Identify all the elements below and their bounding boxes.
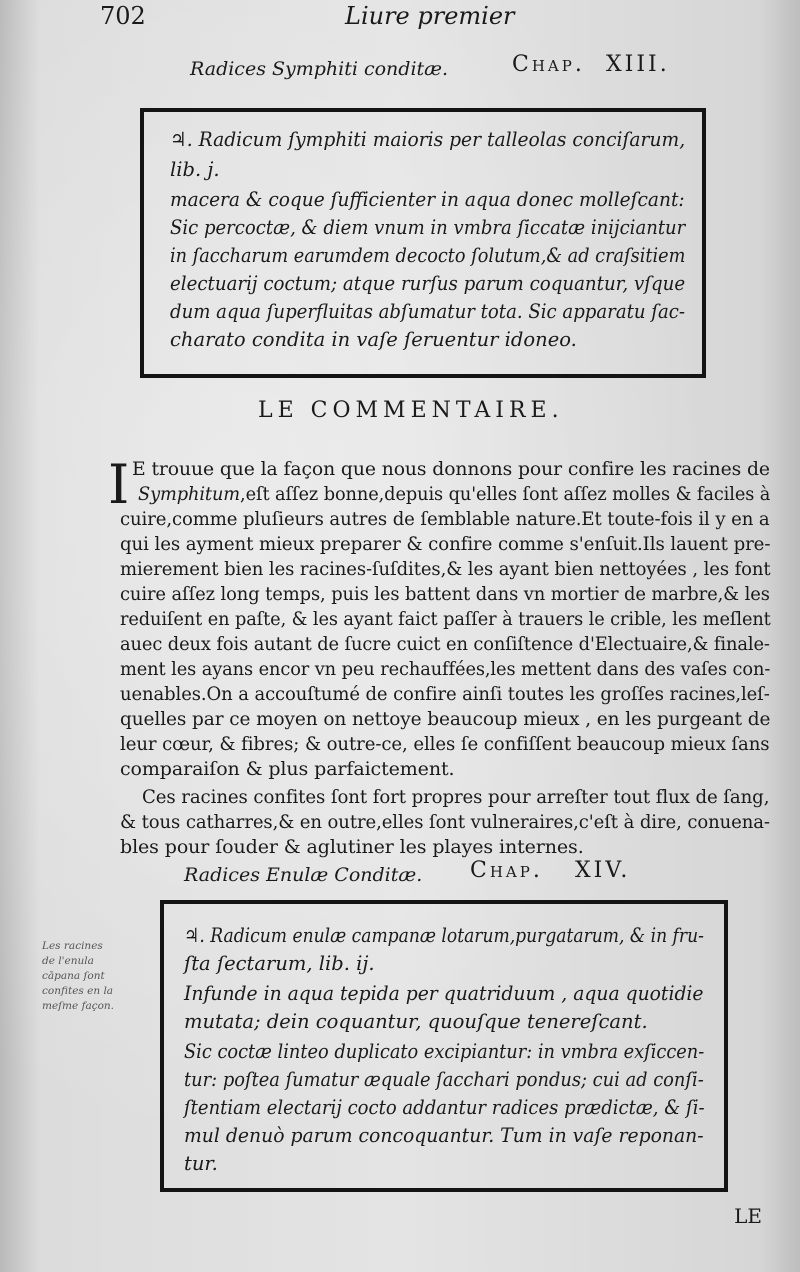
recipe-line: mul denuò parum concoquantur. Tum in vaſe reponan- <box>184 1124 704 1147</box>
commentary-line: quelles par ce moyen on nettoye beaucoup mieux , en les purgeant de <box>120 708 771 730</box>
recipe-line: ♃. Radicum ſymphiti maioris per talleolas conciſarum, <box>170 128 686 151</box>
recipe-line: Infunde in aqua tepida per quatriduum , aqua quotidie <box>184 982 704 1005</box>
chapter-13-label: Chap. <box>512 52 585 77</box>
chapter-14-recipe-box <box>160 900 728 1192</box>
commentary-line: qui les ayment mieux preparer & confire comme s'enſuit.Ils lauent pre- <box>120 533 771 555</box>
recipe-line: mutata; dein coquantur, quouſque tenereſcant. <box>184 1010 648 1033</box>
chapter-13-recipe-box <box>140 108 706 378</box>
commentary-line: Ces racines confites ſont fort propres pour arreſter tout flux de ſang, <box>142 786 770 808</box>
margin-note-line: confites en la <box>42 985 114 997</box>
margin-note-line: de l'enula <box>42 955 94 967</box>
chapter-14-number: XIV. <box>575 858 631 883</box>
running-title: Liure premier <box>345 2 515 30</box>
recipe-line: dum aqua ſuperfluitas abſumatur tota. Sic apparatu ſac- <box>170 300 686 323</box>
commentary-line: leur cœur, & fibres; & outre-ce, elles ſe confiſſent beaucoup mieux ſans <box>120 733 770 755</box>
recipe-line: charato condita in vaſe ſeruentur idoneo. <box>170 328 577 351</box>
margin-note-line: cāpana ſont <box>42 970 105 982</box>
recipe-line: electuarij coctum; atque rurſus parum coquantur, vſque <box>170 272 686 295</box>
commentary-line: uenables.On a accouſtumé de confire ainſi toutes les groſſes racines,leſ- <box>120 683 770 705</box>
recipe-line: lib. j. <box>170 158 220 181</box>
commentary-line: bles pour ſouder & aglutiner les playes internes. <box>120 836 584 858</box>
recipe-line: ♃. Radicum enulæ campanæ lotarum,purgatarum, & in fru- <box>184 924 704 947</box>
commentary-line: reduiſent en paſte, & les ayant faict paſſer à trauers le crible, les meſlent <box>120 608 771 630</box>
commentary-line: mierement bien les racines-ſuſdites,& les ayant bien nettoyées , les font <box>120 558 771 580</box>
commentary-line: & tous catharres,& en outre,elles ſont vulneraires,c'eſt à dire, conuena- <box>120 811 770 833</box>
chapter-13-number: XIII. <box>606 52 670 77</box>
margin-note-line: Les racines <box>42 940 103 952</box>
page-number: 702 <box>100 2 146 30</box>
recipe-line: Sic percoctæ, & diem vnum in vmbra ſiccatæ inijciantur <box>170 216 686 239</box>
commentary-line: E trouue que la façon que nous donnons pour confire les racines de <box>132 458 770 480</box>
chapter-14-label: Chap. <box>470 858 543 883</box>
commentary-line: ment les ayans encor vn peu rechauffées,les mettent dans des vaſes con- <box>120 658 771 680</box>
chapter-13-running-head: Radices Symphiti conditæ. <box>190 58 449 80</box>
recipe-line: ſtentiam electarij cocto addantur radices prædictæ, & ſi- <box>184 1096 705 1119</box>
margin-note-line: meſme façon. <box>42 1000 115 1012</box>
commentary-line: auec deux fois autant de ſucre cuict en conſiſtence d'Electuaire,& finale- <box>120 633 770 655</box>
chapter-14-running-head: Radices Enulæ Conditæ. <box>184 864 423 886</box>
recipe-line: in ſaccharum earumdem decocto ſolutum,& ad craſsitiem <box>170 244 686 267</box>
drop-cap: I <box>108 453 130 516</box>
recipe-line: ſta ſectarum, lib. ij. <box>184 952 375 975</box>
commentary-line: cuire aſſez long temps, puis les battent dans vn mortier de marbre,& les <box>120 583 770 605</box>
commentary-title: LE COMMENTAIRE. <box>258 398 564 423</box>
catchword: LE <box>734 1204 762 1228</box>
commentary-line: comparaiſon & plus parfaictement. <box>120 758 455 780</box>
recipe-line: Sic coctæ linteo duplicato excipiantur: in vmbra exſiccen- <box>184 1040 705 1063</box>
commentary-line: cuire,comme pluſieurs autres de ſemblable nature.Et toute-fois il y en a <box>120 508 770 530</box>
recipe-line: tur: poſtea ſumatur æquale ſacchari pondus; cui ad conſi- <box>184 1068 704 1091</box>
recipe-line: tur. <box>184 1152 218 1175</box>
recipe-line: macera & coque ſufficienter in aqua donec molleſcant: <box>170 188 685 211</box>
commentary-line: Symphitum,eſt aſſez bonne,depuis qu'elles ſont aſſez molles & faciles à <box>138 483 771 505</box>
